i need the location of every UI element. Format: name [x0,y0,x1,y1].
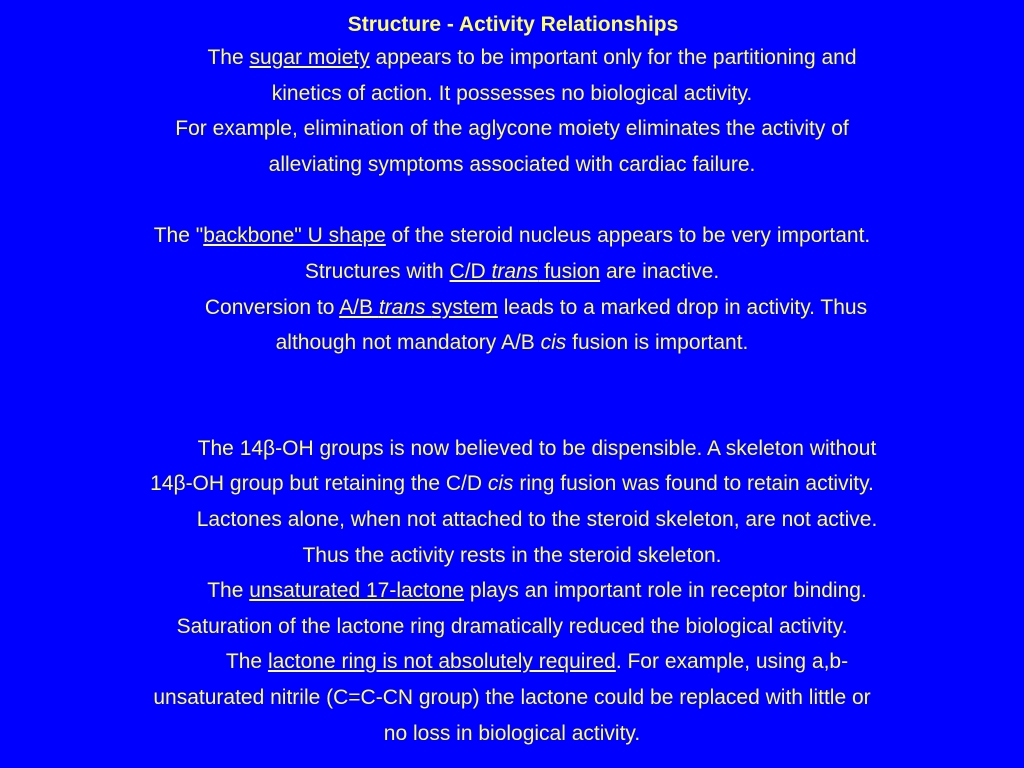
term-unsaturated-17-lactone: unsaturated 17-lactone [249,579,465,603]
term-ab-trans-system [339,296,498,319]
text-line [0,325,1024,361]
spacer [0,182,1024,218]
text-fragment: The [207,579,250,603]
text-line [0,644,1024,680]
text-fragment: The [207,46,250,69]
text-line: no loss in biological activity. [383,721,641,745]
text-fragment: The " [153,224,204,248]
text-fragment: leads to a marked drop in activity. Thus [497,295,868,319]
text-line [0,466,1024,502]
text-fragment: Structures with [304,259,450,283]
text-line [0,254,1024,290]
text-line [0,40,1024,76]
text-line [0,218,1024,254]
slide-title: Structure - Activity Relationships [347,13,679,36]
term-cd-trans-fusion [450,260,601,283]
text-fragment: are inactive. [600,259,720,283]
text-line: Saturation of the lactone ring dramatically reduced the biological activity. [176,614,848,638]
text-fragment: trans [378,295,432,319]
text-line: The 14β-OH groups is now believed to be dispensible. A skeleton without [197,436,877,460]
text-fragment: Conversion to [204,295,340,319]
text-fragment: 14β-OH group but retaining the C/D [150,472,488,496]
text-fragment: fusion is important. [566,331,749,355]
text-line: Lactones alone, when not attached to the steroid skeleton, are not active. [196,507,878,531]
text-fragment: system [431,295,498,319]
text-fragment: A/B [339,295,379,319]
term-sugar-moiety: sugar moiety [249,46,370,69]
text-fragment: appears to be important only for the partitioning and [369,46,857,69]
spacer [0,361,1024,431]
term-lactone-ring-not-required: lactone ring is not absolutely required [267,650,616,674]
text-line: alleviating symptoms associated with cardiac failure. [268,152,756,176]
text-line: Thus the activity rests in the steroid skeleton. [302,543,722,567]
text-fragment: cis [540,331,567,355]
text-fragment: . For example, using a,b- [615,650,849,674]
term-backbone-u-shape: backbone" U shape [203,224,386,248]
text-fragment: although not mandatory A/B [275,331,541,355]
text-fragment: fusion [538,259,601,283]
text-fragment: trans [491,259,539,283]
text-fragment: The [225,650,268,674]
paragraph-backbone [0,218,1024,360]
text-line [0,573,1024,609]
text-fragment: C/D [449,259,492,283]
paragraph-sugar-moiety [0,40,1024,182]
text-line: unsaturated nitrile (C=C-CN group) the lactone could be replaced with little or [153,685,871,709]
text-line: For example, elimination of the aglycone moiety eliminates the activity of [175,117,849,141]
text-line [0,290,1024,326]
text-fragment: plays an important role in receptor binding. [464,579,867,603]
text-fragment: of the steroid nucleus appears to be very important. [385,224,871,248]
paragraph-lactone [0,431,1024,751]
text-fragment: cis [487,472,514,496]
text-line: kinetics of action. It possesses no biological activity. [271,81,753,105]
text-fragment: ring fusion was found to retain activity. [513,472,874,496]
